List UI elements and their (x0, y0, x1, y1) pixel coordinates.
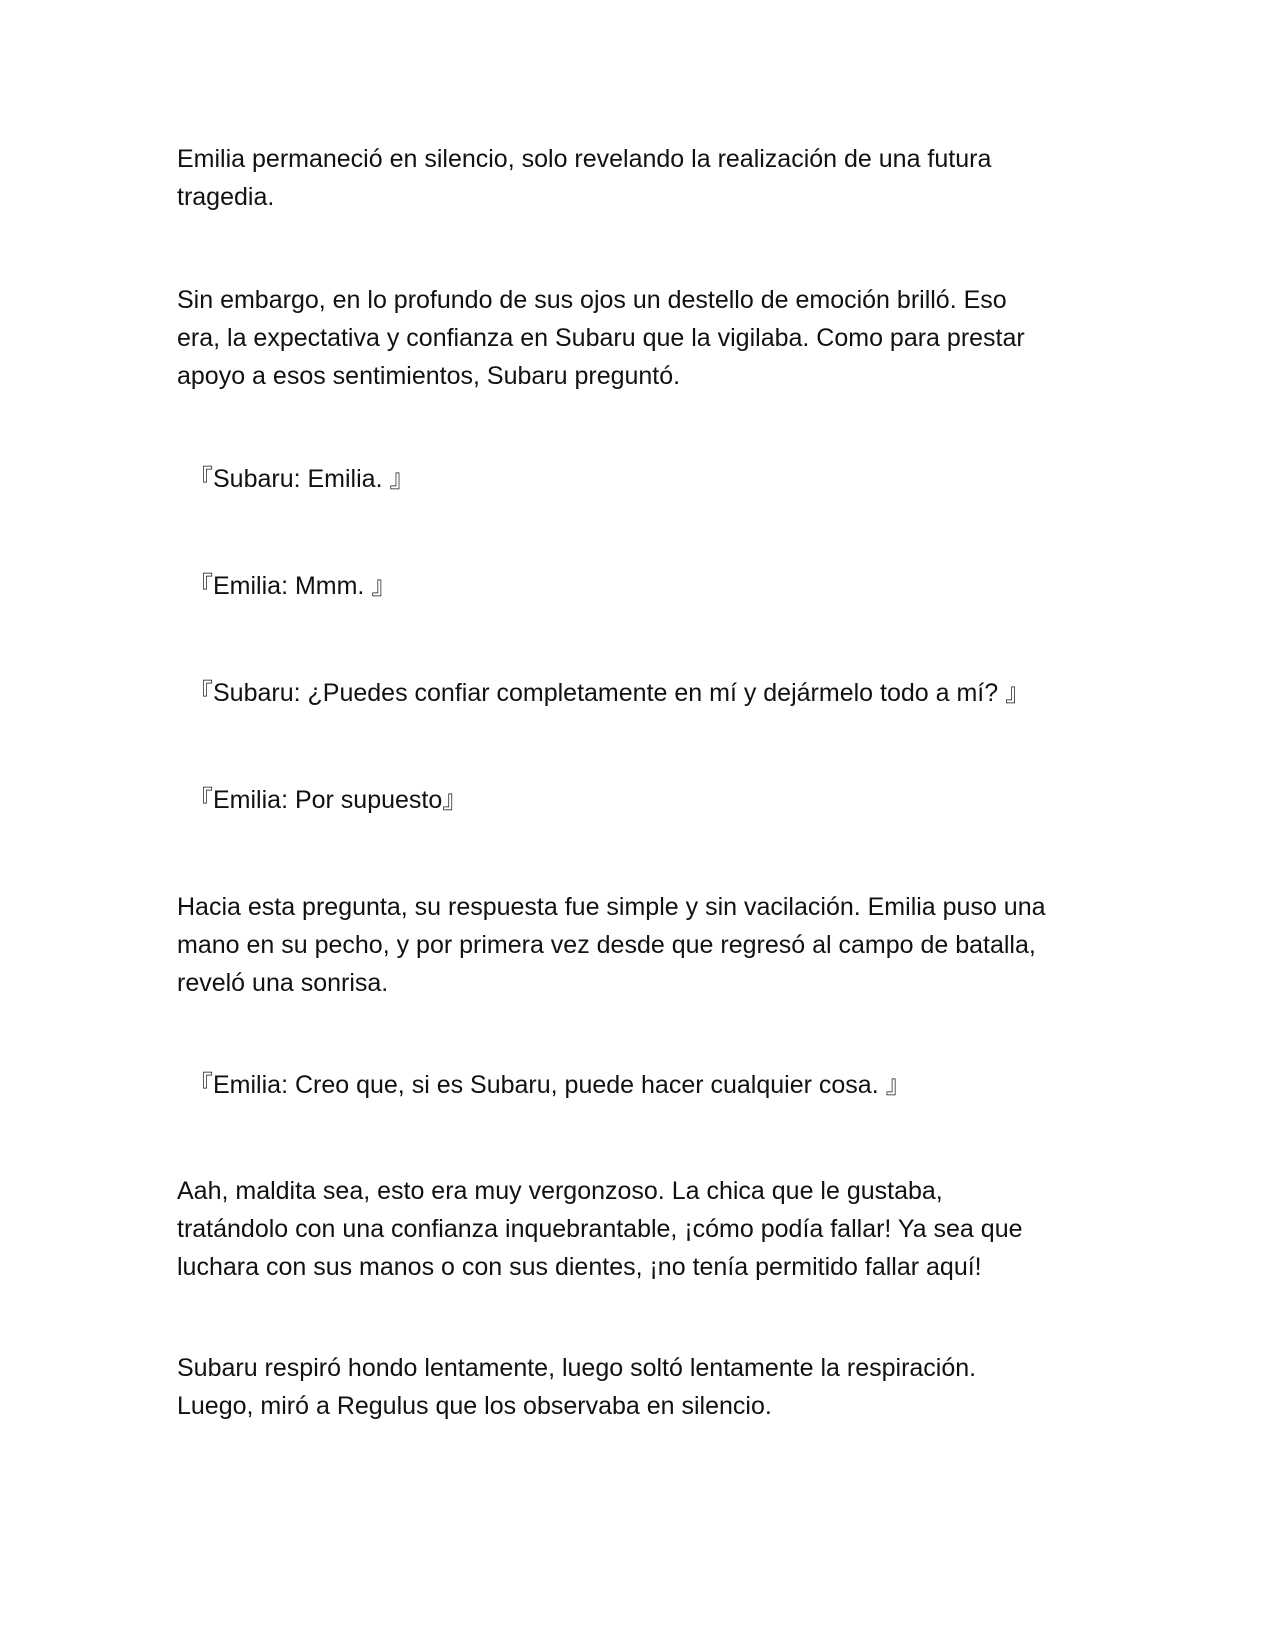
narration-paragraph (177, 1172, 1097, 1286)
text-line: Luego, miró a Regulus que los observaba en silencio. (177, 1392, 772, 1420)
text-line: era, la expectativa y confianza en Subaru que la vigilaba. Como para prestar (177, 324, 1025, 352)
text-line: 『Subaru: ¿Puedes confiar completamente en mí y dejármelo todo a mí? 』 (188, 679, 1031, 707)
narration-paragraph (177, 1349, 1097, 1425)
text-line: reveló una sonrisa. (177, 969, 389, 997)
text-line: Emilia permaneció en silencio, solo revelando la realización de una futura (177, 145, 992, 173)
dialogue-line (188, 674, 1108, 712)
text-line: 『Emilia: Mmm. 』 (188, 572, 397, 600)
text-line: Aah, maldita sea, esto era muy vergonzoso. La chica que le gustaba, (177, 1177, 943, 1205)
text-line: Sin embargo, en lo profundo de sus ojos un destello de emoción brilló. Eso (177, 286, 1007, 314)
text-line: apoyo a esos sentimientos, Subaru preguntó. (177, 362, 681, 390)
text-line: tratándolo con una confianza inquebrantable, ¡cómo podía fallar! Ya sea que (177, 1215, 1023, 1243)
narration-paragraph (177, 140, 1097, 216)
text-line: mano en su pecho, y por primera vez desde que regresó al campo de batalla, (177, 931, 1036, 959)
text-line: luchara con sus manos o con sus dientes, ¡no tenía permitido fallar aquí! (177, 1253, 982, 1281)
text-line: 『Emilia: Creo que, si es Subaru, puede hacer cualquier cosa. 』 (188, 1071, 911, 1099)
dialogue-line (188, 567, 1108, 605)
text-line: 『Subaru: Emilia. 』 (188, 465, 415, 493)
dialogue-line (188, 781, 1108, 819)
text-line: Hacia esta pregunta, su respuesta fue simple y sin vacilación. Emilia puso una (177, 893, 1046, 921)
dialogue-line (188, 1066, 1108, 1104)
text-line: 『Emilia: Por supuesto』 (188, 786, 468, 814)
dialogue-line (188, 460, 1108, 498)
text-line: tragedia. (177, 183, 275, 211)
narration-paragraph (177, 888, 1097, 1002)
text-line: Subaru respiró hondo lentamente, luego soltó lentamente la respiración. (177, 1354, 977, 1382)
narration-paragraph (177, 281, 1097, 395)
